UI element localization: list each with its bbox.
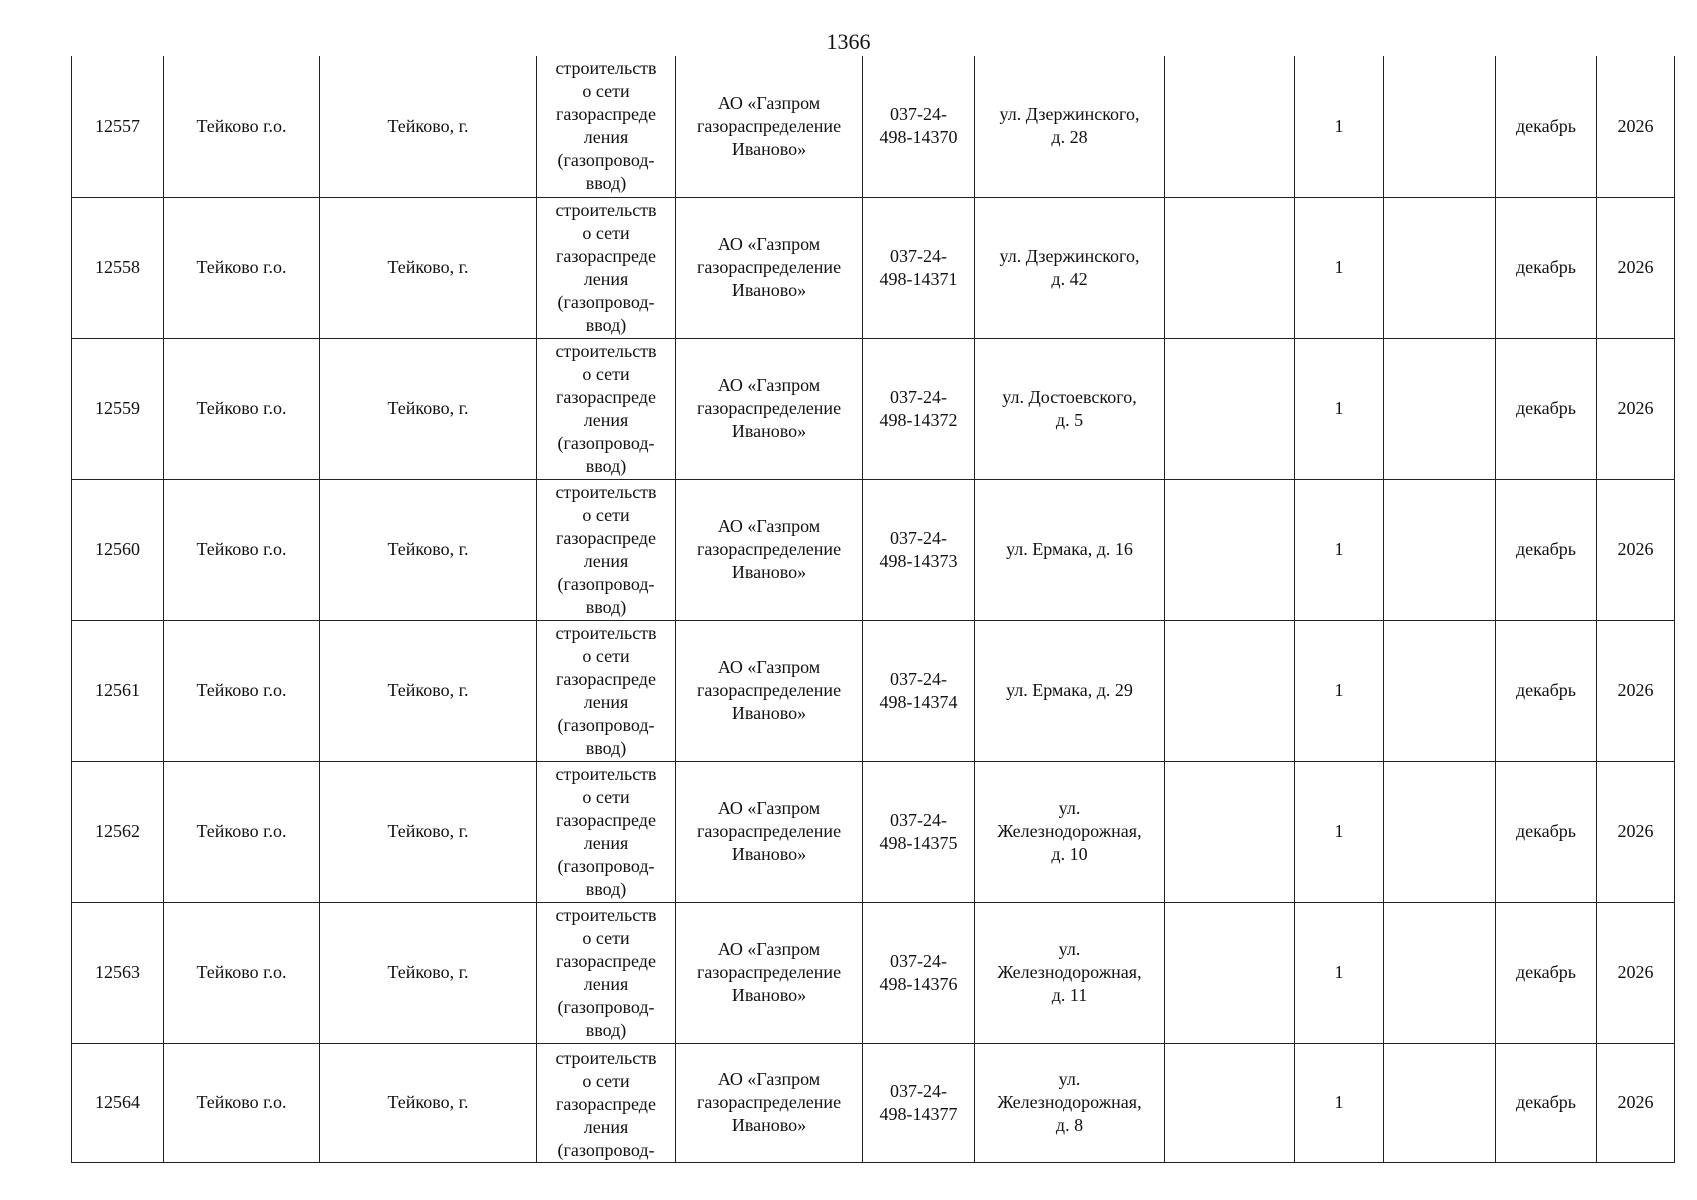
work-type-cell: строительств о сети газораспреде ления (газопровод- ввод) <box>537 338 676 479</box>
month-cell: декабрь <box>1496 197 1597 338</box>
count-cell: 1 <box>1295 1043 1384 1162</box>
empty-cell <box>1165 56 1295 197</box>
address-cell: ул. Ермака, д. 16 <box>975 479 1165 620</box>
address-cell: ул. Достоевского, д. 5 <box>975 338 1165 479</box>
table-row <box>72 761 1675 902</box>
table-row <box>72 56 1675 197</box>
operator-cell: АО «Газпром газораспределение Иваново» <box>676 1043 863 1162</box>
row-id-cell: 12563 <box>72 902 164 1043</box>
work-type-cell: строительств о сети газораспреде ления (газопровод- ввод) <box>537 620 676 761</box>
table-row <box>72 902 1675 1043</box>
year-cell: 2026 <box>1597 761 1675 902</box>
operator-cell: АО «Газпром газораспределение Иваново» <box>676 56 863 197</box>
empty-cell <box>1384 1043 1496 1162</box>
operator-cell: АО «Газпром газораспределение Иваново» <box>676 902 863 1043</box>
empty-cell <box>1165 902 1295 1043</box>
year-cell: 2026 <box>1597 338 1675 479</box>
table-row <box>72 620 1675 761</box>
district-cell: Тейково г.о. <box>164 761 320 902</box>
empty-cell <box>1384 902 1496 1043</box>
row-id-cell: 12562 <box>72 761 164 902</box>
month-cell: декабрь <box>1496 620 1597 761</box>
empty-cell <box>1384 197 1496 338</box>
operator-cell: АО «Газпром газораспределение Иваново» <box>676 761 863 902</box>
work-type-cell: строительств о сети газораспреде ления (газопровод- ввод) <box>537 761 676 902</box>
row-id-cell: 12557 <box>72 56 164 197</box>
year-cell: 2026 <box>1597 197 1675 338</box>
count-cell: 1 <box>1295 197 1384 338</box>
row-id-cell: 12561 <box>72 620 164 761</box>
table-row <box>72 197 1675 338</box>
settlement-cell: Тейково, г. <box>320 479 537 620</box>
district-cell: Тейково г.о. <box>164 197 320 338</box>
count-cell: 1 <box>1295 902 1384 1043</box>
settlement-cell: Тейково, г. <box>320 56 537 197</box>
settlement-cell: Тейково, г. <box>320 902 537 1043</box>
object-code-cell: 037-24- 498-14374 <box>863 620 975 761</box>
year-cell: 2026 <box>1597 620 1675 761</box>
empty-cell <box>1165 620 1295 761</box>
operator-cell: АО «Газпром газораспределение Иваново» <box>676 479 863 620</box>
work-type-cell: строительств о сети газораспреде ления (газопровод- <box>537 1043 676 1162</box>
empty-cell <box>1384 56 1496 197</box>
registry-body <box>72 56 1675 1162</box>
row-id-cell: 12560 <box>72 479 164 620</box>
work-type-cell: строительств о сети газораспреде ления (газопровод- ввод) <box>537 479 676 620</box>
page-number: 1366 <box>826 29 871 54</box>
count-cell: 1 <box>1295 761 1384 902</box>
object-code-cell: 037-24- 498-14373 <box>863 479 975 620</box>
work-type-cell: строительств о сети газораспреде ления (газопровод- ввод) <box>537 197 676 338</box>
month-cell: декабрь <box>1496 1043 1597 1162</box>
count-cell: 1 <box>1295 338 1384 479</box>
settlement-cell: Тейково, г. <box>320 197 537 338</box>
empty-cell <box>1165 338 1295 479</box>
registry-table <box>71 56 1675 1163</box>
empty-cell <box>1165 479 1295 620</box>
operator-cell: АО «Газпром газораспределение Иваново» <box>676 620 863 761</box>
year-cell: 2026 <box>1597 56 1675 197</box>
settlement-cell: Тейково, г. <box>320 338 537 479</box>
row-id-cell: 12558 <box>72 197 164 338</box>
object-code-cell: 037-24- 498-14371 <box>863 197 975 338</box>
district-cell: Тейково г.о. <box>164 338 320 479</box>
settlement-cell: Тейково, г. <box>320 761 537 902</box>
count-cell: 1 <box>1295 479 1384 620</box>
month-cell: декабрь <box>1496 56 1597 197</box>
object-code-cell: 037-24- 498-14375 <box>863 761 975 902</box>
work-type-cell: строительств о сети газораспреде ления (газопровод- ввод) <box>537 902 676 1043</box>
address-cell: ул. Дзержинского, д. 28 <box>975 56 1165 197</box>
district-cell: Тейково г.о. <box>164 479 320 620</box>
object-code-cell: 037-24- 498-14372 <box>863 338 975 479</box>
year-cell: 2026 <box>1597 902 1675 1043</box>
empty-cell <box>1384 620 1496 761</box>
object-code-cell: 037-24- 498-14370 <box>863 56 975 197</box>
month-cell: декабрь <box>1496 479 1597 620</box>
empty-cell <box>1165 1043 1295 1162</box>
empty-cell <box>1384 761 1496 902</box>
row-id-cell: 12559 <box>72 338 164 479</box>
operator-cell: АО «Газпром газораспределение Иваново» <box>676 197 863 338</box>
month-cell: декабрь <box>1496 338 1597 479</box>
empty-cell <box>1384 479 1496 620</box>
table-row <box>72 1043 1675 1162</box>
district-cell: Тейково г.о. <box>164 56 320 197</box>
address-cell: ул. Дзержинского, д. 42 <box>975 197 1165 338</box>
operator-cell: АО «Газпром газораспределение Иваново» <box>676 338 863 479</box>
year-cell: 2026 <box>1597 1043 1675 1162</box>
district-cell: Тейково г.о. <box>164 902 320 1043</box>
table-row <box>72 479 1675 620</box>
settlement-cell: Тейково, г. <box>320 620 537 761</box>
month-cell: декабрь <box>1496 902 1597 1043</box>
object-code-cell: 037-24- 498-14377 <box>863 1043 975 1162</box>
table-row <box>72 338 1675 479</box>
address-cell: ул. Железнодорожная, д. 11 <box>975 902 1165 1043</box>
address-cell: ул. Ермака, д. 29 <box>975 620 1165 761</box>
settlement-cell: Тейково, г. <box>320 1043 537 1162</box>
month-cell: декабрь <box>1496 761 1597 902</box>
year-cell: 2026 <box>1597 479 1675 620</box>
row-id-cell: 12564 <box>72 1043 164 1162</box>
address-cell: ул. Железнодорожная, д. 10 <box>975 761 1165 902</box>
work-type-cell: строительств о сети газораспреде ления (газопровод- ввод) <box>537 56 676 197</box>
object-code-cell: 037-24- 498-14376 <box>863 902 975 1043</box>
empty-cell <box>1165 761 1295 902</box>
address-cell: ул. Железнодорожная, д. 8 <box>975 1043 1165 1162</box>
district-cell: Тейково г.о. <box>164 1043 320 1162</box>
count-cell: 1 <box>1295 620 1384 761</box>
count-cell: 1 <box>1295 56 1384 197</box>
empty-cell <box>1165 197 1295 338</box>
district-cell: Тейково г.о. <box>164 620 320 761</box>
empty-cell <box>1384 338 1496 479</box>
